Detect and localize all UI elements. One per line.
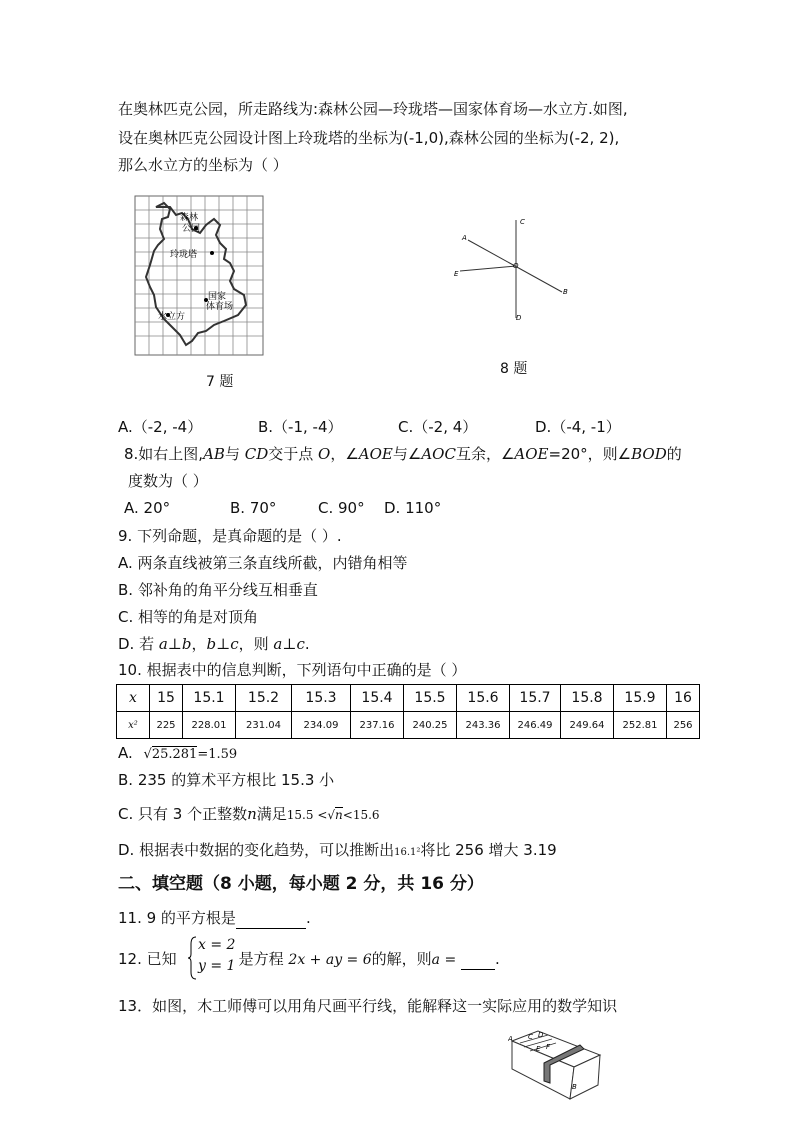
q8-stem-line2: 度数为（ ） [128, 472, 208, 490]
fig8-label-e: E [454, 270, 459, 278]
carpenter-square-figure [508, 1027, 603, 1107]
q7-option-c: C.（-2, 4） [398, 418, 478, 436]
q8-option-b: B. 70° [230, 499, 277, 517]
table-cell: 15.3 [292, 685, 351, 712]
fig8-label-c: C [520, 218, 525, 226]
table-cell: 240.25 [404, 712, 457, 739]
q12: 12. 已知 是方程 2x + ay = 6的解，则a = . [118, 950, 500, 968]
q9-option-d: D. 若 a⊥b，b⊥c，则 a⊥c. [118, 635, 310, 653]
q8-option-d: D. 110° [384, 499, 442, 517]
table-cell: 243.36 [457, 712, 510, 739]
q9-option-a: A. 两条直线被第三条直线所截，内错角相等 [118, 554, 408, 572]
fig8-label-o: O [513, 262, 519, 270]
table-cell: 15.6 [457, 685, 510, 712]
table-cell: 15.1 [183, 685, 236, 712]
q7-option-a: A.（-2, -4） [118, 418, 203, 436]
fig13-label-f: F [546, 1043, 551, 1051]
map-label-water: 水立方 [158, 312, 186, 322]
squares-table [116, 684, 700, 739]
table-cell: 246.49 [510, 712, 561, 739]
table-cell: 225 [150, 712, 183, 739]
map-label-stadium-a: 国家 [208, 292, 227, 302]
map-label-forest-b: 公园 [182, 224, 201, 234]
q7-option-d: D.（-4, -1） [535, 418, 621, 436]
table-cell: 234.09 [292, 712, 351, 739]
table-cell: 15 [150, 685, 183, 712]
table-cell: 252.81 [614, 712, 667, 739]
fig13-label-d: D [538, 1031, 544, 1039]
q12-answer-blank[interactable] [461, 949, 495, 970]
table-cell: 16 [667, 685, 700, 712]
table-header-x: x [117, 685, 150, 712]
map-label-stadium-b: 体育场 [206, 302, 234, 312]
table-cell: 15.4 [351, 685, 404, 712]
q12-system-brace [187, 936, 197, 980]
table-row-x-squared [117, 712, 700, 739]
fig8-label-b: B [563, 288, 568, 296]
q7-stem-line1: 在奥林匹克公园，所走路线为:森林公园—玲珑塔—国家体育场—水立方.如图, [118, 100, 628, 118]
fig13-label-b: B [572, 1083, 577, 1091]
q11-answer-blank[interactable] [236, 908, 306, 929]
q12-eq-x: x = 2 [198, 937, 236, 953]
q7-stem-line3: 那么水立方的坐标为（ ） [118, 156, 288, 174]
q13-stem: 13．如图，木工师傅可以用角尺画平行线，能解释这一实际应用的数学知识 [118, 997, 618, 1015]
table-cell: 15.7 [510, 685, 561, 712]
q7-option-b: B.（-1, -4） [258, 418, 343, 436]
figure-8-caption: 8 题 [500, 361, 528, 377]
map-label-tower: 玲珑塔 [170, 250, 198, 260]
q10-option-a: A. √25.281=1.59 [118, 744, 238, 762]
q10-stem: 10. 根据表中的信息判断，下列语句中正确的是（ ） [118, 661, 467, 679]
figure-7-caption: 7 题 [206, 374, 234, 390]
q11: 11. 9 的平方根是 . [118, 909, 311, 927]
table-cell: 231.04 [236, 712, 292, 739]
table-cell: 228.01 [183, 712, 236, 739]
q10-option-c: C. 只有 3 个正整数n满足15.5 <√n<15.6 [118, 805, 380, 823]
fig13-label-a: A [508, 1035, 513, 1043]
q7-stem-line2: 设在奥林匹克公园设计图上玲珑塔的坐标为(-1,0),森林公园的坐标为(-2, 2), [118, 129, 620, 147]
table-cell: 15.9 [614, 685, 667, 712]
table-cell: 15.2 [236, 685, 292, 712]
olympic-park-map [134, 195, 264, 357]
table-cell: 249.64 [561, 712, 614, 739]
q10-option-d: D. 根据表中数据的变化趋势，可以推断出16.1²将比 256 增大 3.19 [118, 841, 557, 859]
section-2-title: 二、填空题（8 小题，每小题 2 分，共 16 分） [118, 874, 484, 894]
fig13-label-c: C [528, 1033, 533, 1041]
q8-stem-line1: 8.如右上图,AB与 CD交于点 O，∠AOE与∠AOC互余，∠AOE=20°，则∠BOD的 [124, 445, 682, 463]
table-header-x-squared: x² [117, 712, 150, 739]
q8-option-a: A. 20° [124, 499, 171, 517]
q9-option-b: B. 邻补角的角平分线互相垂直 [118, 581, 318, 599]
q10-option-b: B. 235 的算术平方根比 15.3 小 [118, 771, 335, 789]
q8-option-c: C. 90° [318, 499, 365, 517]
table-row-x [117, 685, 700, 712]
table-cell: 256 [667, 712, 700, 739]
fig8-label-a: A [462, 234, 467, 242]
q12-eq-y: y = 1 [198, 958, 236, 974]
table-cell: 15.8 [561, 685, 614, 712]
table-cell: 237.16 [351, 712, 404, 739]
fig8-label-d: D [516, 314, 522, 322]
map-label-forest-a: 森林 [180, 213, 199, 223]
q9-option-c: C. 相等的角是对顶角 [118, 608, 259, 626]
fig13-label-e: E [536, 1045, 541, 1053]
figure-8-lines [450, 212, 580, 327]
q10-a-radicand: 25.281 [151, 747, 198, 762]
q9-stem: 9. 下列命题，是真命题的是（ ）. [118, 527, 342, 545]
table-cell: 15.5 [404, 685, 457, 712]
